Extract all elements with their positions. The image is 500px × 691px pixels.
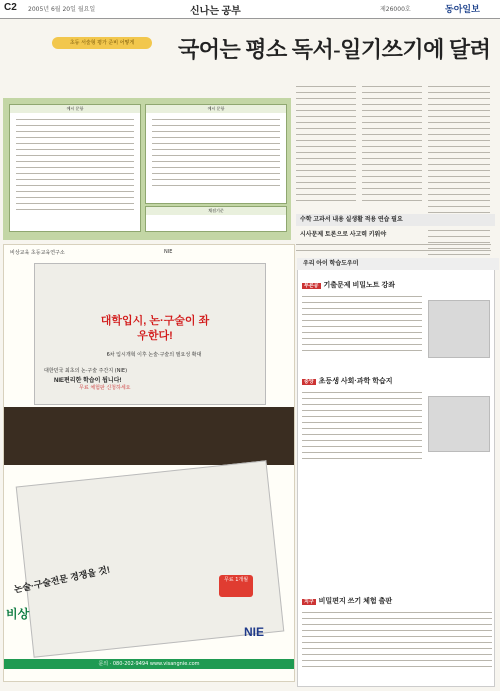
helper-item-3-title bbox=[302, 596, 392, 606]
helper-item-2-image bbox=[428, 396, 490, 452]
helper-item-2-body bbox=[302, 392, 422, 464]
helper-item-3-body bbox=[302, 612, 492, 672]
headline: 국어는 평소 독서-일기쓰기에 달려 bbox=[178, 37, 491, 62]
issue-date: 2005년 6월 20일 월요일 bbox=[28, 6, 96, 13]
worksheet-scoring bbox=[145, 206, 287, 232]
ad-free-trial-badge: 무료 1개월 bbox=[219, 575, 253, 597]
worksheet-scoring-title: 채점기준 bbox=[146, 207, 286, 215]
helper-item-1-tag: 푸른공 bbox=[304, 283, 319, 289]
helper-item-3-heading: 비밀편지 쓰기 체험 출판 bbox=[318, 598, 393, 605]
article-subtext bbox=[296, 244, 491, 256]
ad-logo: 비상 bbox=[6, 607, 30, 621]
helper-item-2-tag: 중앙 bbox=[304, 379, 314, 385]
helper-item-3-tag: 지구 bbox=[304, 599, 314, 605]
ad-description: 대한민국 최초의 논·구술 주간지 (NIE) bbox=[44, 368, 128, 374]
helper-item-1-image bbox=[428, 300, 490, 358]
article-column-1 bbox=[296, 86, 356, 206]
page-number: C2 bbox=[4, 2, 17, 13]
masthead bbox=[0, 0, 500, 19]
ad-publisher: 비상교육 초등교육연구소 bbox=[10, 250, 65, 256]
worksheet-left bbox=[9, 104, 141, 232]
worksheet-left-title: 예시 문항 bbox=[10, 105, 140, 113]
worksheet-graphic bbox=[3, 98, 291, 240]
ad-campaign: NIE편리한 학습이 됩니다! bbox=[54, 378, 122, 384]
worksheet-right bbox=[145, 104, 287, 204]
ad-subheadline: 6차 입시개혁 이후 논술·구술의 필요성 확대 bbox=[106, 352, 202, 358]
helper-item-2-heading: 초등생 사회·과학 학습지 bbox=[318, 378, 393, 385]
helper-item-1-title bbox=[302, 280, 395, 290]
learning-helper-title: 우리 아이 학습도우미 bbox=[297, 258, 499, 270]
ad-headline: 대학입시, 논·구술이 좌우한다! bbox=[100, 315, 210, 342]
helper-item-1-body bbox=[302, 296, 422, 356]
ad-nie-logo: NIE bbox=[244, 625, 265, 639]
worksheet-right-title: 예시 문항 bbox=[146, 105, 286, 113]
subhead-current-affairs: 시사문제 토론으로 사고력 키워야 bbox=[300, 232, 387, 238]
article-column-2 bbox=[362, 86, 422, 206]
section-title: 신나는 공부 bbox=[190, 6, 241, 17]
ad-footer-contact: 문의 · 080-202-9494 www.visangnie.com bbox=[4, 659, 294, 669]
issue-number: 제26000호 bbox=[380, 6, 411, 13]
ad-campaign-note: 무료 체험판 신청하세요 bbox=[79, 385, 131, 391]
worksheet-left-lines bbox=[16, 119, 134, 215]
ad-slogan: 논술·구술전문 경쟁을 것! bbox=[12, 564, 111, 595]
ad-feature-band bbox=[4, 407, 294, 465]
newspaper-logo: 동아일보 bbox=[445, 4, 480, 14]
advertisement bbox=[3, 244, 295, 682]
helper-item-1-heading: 기출문제 비밀노트 강좌 bbox=[323, 282, 396, 289]
worksheet-right-lines bbox=[152, 119, 280, 191]
subhead-math: 수학 고과서 내용 실생활 적용 연습 필요 bbox=[296, 214, 495, 226]
ad-brand: NIE bbox=[164, 249, 173, 255]
kicker: 초등 서술형 평가 준비 어떻게 bbox=[52, 37, 152, 49]
helper-item-2-title bbox=[302, 376, 393, 386]
